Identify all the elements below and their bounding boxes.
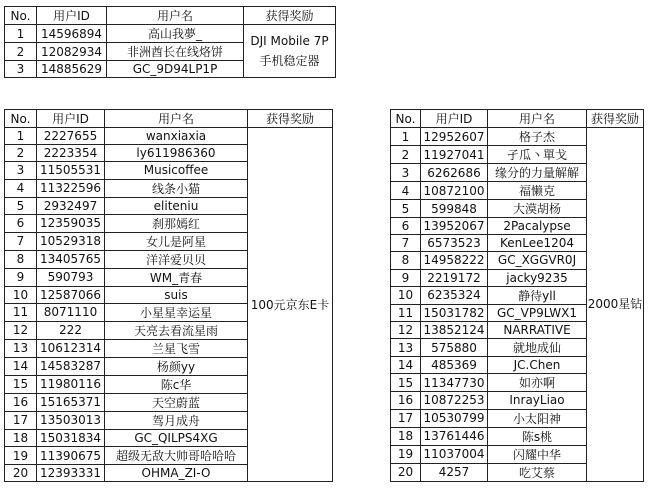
header-award: 获得奖励 — [587, 110, 644, 128]
row-number: 6 — [391, 218, 421, 235]
user-id-cell: 15031834 — [37, 429, 105, 446]
username-cell: ly611986360 — [105, 145, 248, 162]
username-cell: GC_9D94LP1P — [107, 61, 244, 78]
user-id-cell: 11322596 — [37, 179, 105, 197]
username-cell: KenLee1204 — [488, 235, 587, 252]
user-id-cell: 11927041 — [421, 146, 488, 164]
table-row — [391, 128, 644, 146]
user-id-cell: 8071110 — [37, 303, 105, 321]
username-cell: 陈s桃 — [488, 427, 587, 445]
row-number: 20 — [391, 463, 421, 481]
user-id-cell: 10612314 — [37, 339, 105, 357]
header-row — [391, 110, 644, 128]
row-number: 11 — [391, 304, 421, 321]
username-cell: WM_青春 — [105, 268, 248, 286]
row-number: 11 — [5, 303, 37, 321]
username-cell: 线条小猫 — [105, 179, 248, 197]
header-username: 用户名 — [107, 7, 244, 25]
row-number: 8 — [5, 250, 37, 268]
user-id-cell: 13405765 — [37, 250, 105, 268]
row-number: 19 — [391, 445, 421, 463]
username-cell: 杨颜yy — [105, 357, 248, 375]
username-cell: 小星星幸运星 — [105, 303, 248, 321]
table-row — [5, 128, 333, 145]
user-id-cell: 14885629 — [37, 61, 107, 78]
username-cell: NARRATIVE — [488, 321, 587, 338]
user-id-cell: 4257 — [421, 463, 488, 481]
username-cell: jacky9235 — [488, 269, 587, 286]
username-cell: 天空蔚蓝 — [105, 393, 248, 411]
row-number: 9 — [5, 268, 37, 286]
row-number: 5 — [391, 200, 421, 218]
row-number: 14 — [5, 357, 37, 375]
row-number: 18 — [5, 429, 37, 446]
row-number: 7 — [391, 235, 421, 252]
row-number: 20 — [5, 465, 37, 482]
header-username: 用户名 — [105, 110, 248, 128]
username-cell: eliteniu — [105, 197, 248, 214]
row-number: 3 — [5, 61, 37, 78]
user-id-cell: 2227655 — [37, 128, 105, 145]
username-cell: 超级无敌大帅哥哈哈哈 — [105, 447, 248, 465]
star-diamond-winners-table — [390, 109, 644, 482]
user-id-cell: 6262686 — [421, 164, 488, 182]
row-number: 13 — [391, 339, 421, 357]
user-id-cell: 12393331 — [37, 465, 105, 482]
username-cell: suis — [105, 286, 248, 303]
username-cell: 吃艾蔡 — [488, 463, 587, 481]
user-id-cell: 12082934 — [37, 43, 107, 61]
row-number: 1 — [5, 128, 37, 145]
row-number: 17 — [391, 409, 421, 427]
username-cell: wanxiaxia — [105, 128, 248, 145]
header-award: 获得奖励 — [244, 7, 336, 25]
row-number: 1 — [391, 128, 421, 146]
row-number: 3 — [391, 164, 421, 182]
award-cell: DJI Mobile 7P 手机稳定器 — [244, 25, 336, 78]
row-number: 17 — [5, 411, 37, 429]
user-id-cell: 12952607 — [421, 128, 488, 146]
row-number: 7 — [5, 232, 37, 250]
row-number: 2 — [5, 43, 37, 61]
username-cell: 福懒克 — [488, 182, 587, 200]
username-cell: 兰星飞雪 — [105, 339, 248, 357]
user-id-cell: 14958222 — [421, 252, 488, 269]
user-id-cell: 2932497 — [37, 197, 105, 214]
header-no: No. — [391, 110, 421, 128]
user-id-cell: 590793 — [37, 268, 105, 286]
username-cell: 格子杰 — [488, 128, 587, 146]
user-id-cell: 15031782 — [421, 304, 488, 321]
table-row — [5, 25, 336, 43]
row-number: 19 — [5, 447, 37, 465]
user-id-cell: 11037004 — [421, 445, 488, 463]
user-id-cell: 13952067 — [421, 218, 488, 235]
award-cell: 100元京东E卡 — [248, 128, 333, 482]
row-number: 18 — [391, 427, 421, 445]
user-id-cell: 14583287 — [37, 357, 105, 375]
user-id-cell: 13761446 — [421, 427, 488, 445]
username-cell: 非洲酋长在线烙饼 — [107, 43, 244, 61]
row-number: 10 — [5, 286, 37, 303]
user-id-cell: 222 — [37, 321, 105, 339]
username-cell: OHMA_ZI-O — [105, 465, 248, 482]
username-cell: 女儿是阿星 — [105, 232, 248, 250]
header-user-id: 用户ID — [37, 7, 107, 25]
user-id-cell: 575880 — [421, 339, 488, 357]
user-id-cell: 6573523 — [421, 235, 488, 252]
jd-card-winners-table — [4, 109, 333, 482]
username-cell: 洋洋爱贝贝 — [105, 250, 248, 268]
header-user-id: 用户ID — [421, 110, 488, 128]
user-id-cell: 14596894 — [37, 25, 107, 43]
username-cell: InrayLiao — [488, 392, 587, 409]
username-cell: 刹那嫣红 — [105, 214, 248, 232]
username-cell: 缘分的力量解解 — [488, 164, 587, 182]
user-id-cell: 2219172 — [421, 269, 488, 286]
header-user-id: 用户ID — [37, 110, 105, 128]
user-id-cell: 10872253 — [421, 392, 488, 409]
username-cell: 2Pacalypse — [488, 218, 587, 235]
award-cell: 2000星钻 — [587, 128, 644, 482]
header-username: 用户名 — [488, 110, 587, 128]
row-number: 5 — [5, 197, 37, 214]
user-id-cell: 10872100 — [421, 182, 488, 200]
user-id-cell: 11505531 — [37, 162, 105, 179]
row-number: 16 — [391, 392, 421, 409]
top-winners-table — [4, 6, 336, 78]
username-cell: 驾月成舟 — [105, 411, 248, 429]
row-number: 6 — [5, 214, 37, 232]
row-number: 2 — [391, 146, 421, 164]
header-no: No. — [5, 7, 37, 25]
user-id-cell: 10529318 — [37, 232, 105, 250]
user-id-cell: 12359035 — [37, 214, 105, 232]
user-id-cell: 12587066 — [37, 286, 105, 303]
username-cell: 天亮去看流星雨 — [105, 321, 248, 339]
username-cell: 小太阳神 — [488, 409, 587, 427]
username-cell: 孑瓜丶單戈 — [488, 146, 587, 164]
user-id-cell: 2223354 — [37, 145, 105, 162]
user-id-cell: 11390675 — [37, 447, 105, 465]
row-number: 4 — [5, 179, 37, 197]
header-no: No. — [5, 110, 37, 128]
user-id-cell: 13852124 — [421, 321, 488, 338]
row-number: 2 — [5, 145, 37, 162]
header-row — [5, 7, 336, 25]
row-number: 3 — [5, 162, 37, 179]
row-number: 15 — [391, 374, 421, 392]
username-cell: JC.Chen — [488, 357, 587, 374]
username-cell: 就地成仙 — [488, 339, 587, 357]
username-cell: 闪耀中华 — [488, 445, 587, 463]
user-id-cell: 599848 — [421, 200, 488, 218]
user-id-cell: 11980116 — [37, 375, 105, 393]
row-number: 9 — [391, 269, 421, 286]
username-cell: 如亦啊 — [488, 374, 587, 392]
user-id-cell: 485369 — [421, 357, 488, 374]
row-number: 16 — [5, 393, 37, 411]
user-id-cell: 10530799 — [421, 409, 488, 427]
username-cell: GC_VP9LWX1 — [488, 304, 587, 321]
row-number: 12 — [391, 321, 421, 338]
username-cell: 大漠胡杨 — [488, 200, 587, 218]
header-award: 获得奖励 — [248, 110, 333, 128]
username-cell: 静待yll — [488, 286, 587, 304]
username-cell: 陈c华 — [105, 375, 248, 393]
row-number: 15 — [5, 375, 37, 393]
header-row — [5, 110, 333, 128]
user-id-cell: 11347730 — [421, 374, 488, 392]
row-number: 8 — [391, 252, 421, 269]
row-number: 10 — [391, 286, 421, 304]
user-id-cell: 6235324 — [421, 286, 488, 304]
row-number: 4 — [391, 182, 421, 200]
username-cell: GC_XGGVR0J — [488, 252, 587, 269]
row-number: 1 — [5, 25, 37, 43]
user-id-cell: 13503013 — [37, 411, 105, 429]
user-id-cell: 15165371 — [37, 393, 105, 411]
username-cell: GC_QILPS4XG — [105, 429, 248, 446]
row-number: 14 — [391, 357, 421, 374]
row-number: 12 — [5, 321, 37, 339]
username-cell: Musicoffee — [105, 162, 248, 179]
row-number: 13 — [5, 339, 37, 357]
username-cell: 高山我夢_ — [107, 25, 244, 43]
